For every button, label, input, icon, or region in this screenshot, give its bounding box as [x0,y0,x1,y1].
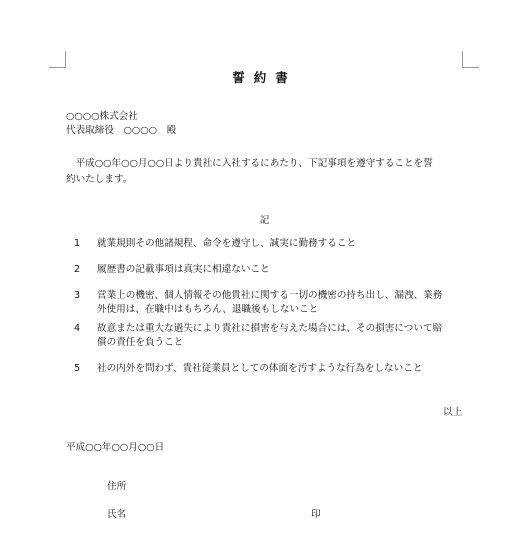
pledge-number: 3 [74,290,81,301]
pledge-number: 1 [74,238,81,249]
pledge-list [74,237,474,376]
seal-label: 印 [311,509,321,520]
intro-line-1: 平成○○年○○月○○日より貴社に入社するにあたり、下記事項を遵守することを誓 [75,158,433,169]
pledge-number: 2 [74,264,81,275]
intro-line-2: 約いたします。 [66,174,133,185]
signature-date: 平成○○年○○月○○日 [66,442,165,453]
pledge-text: 社の内外を問わず、貴社従業員としての体面を汚すような行為をしないこと [97,363,423,374]
document-title: 誓約書 [232,70,297,85]
crop-mark-top-right [462,51,479,68]
pledge-item [74,263,474,277]
pledge-text: 就業規則その他諸規程、命令を遵守し、誠実に勤務すること [97,238,357,249]
intro-paragraph [66,157,466,189]
pledge-item [74,237,474,251]
ki-heading: 記 [259,215,270,226]
pledge-text: 償の責任を負うこと [97,337,184,348]
recipient-block [66,110,176,138]
pledge-text: 営業上の機密、個人情報その他貴社に関する一切の機密の持ち出し、漏洩、業務 [97,290,443,301]
address-label: 住所 [107,481,127,492]
pledge-item [74,289,474,317]
recipient-company: ○○○○株式会社 [66,111,138,122]
pledge-number: 5 [74,363,81,374]
crop-mark-top-left [49,51,66,68]
pledge-text: 外使用は、在職中はもちろん、退職後もしないこと [97,304,319,315]
pledge-item [74,322,474,350]
closing-ijo: 以上 [443,407,463,418]
recipient-addressee: 代表取締役 ○○○○ 殿 [66,125,177,136]
pledge-item [74,362,474,376]
name-label: 氏名 [107,509,127,520]
pledge-text: 履歴書の記載事項は真実に相違ないこと [97,264,270,275]
pledge-number: 4 [74,323,81,334]
pledge-text: 故意または重大な過失により貴社に損害を与えた場合には、その損害について賠 [97,323,443,334]
